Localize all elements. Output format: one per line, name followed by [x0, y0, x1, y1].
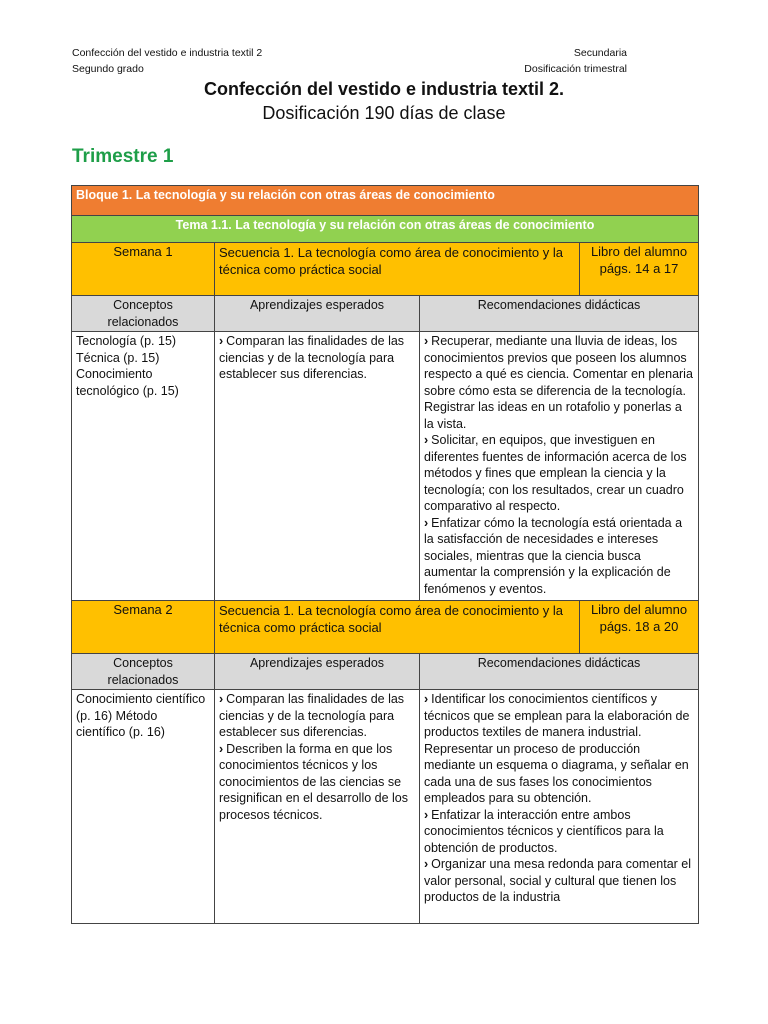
chevron-bullet-icon: ›	[424, 334, 429, 348]
header-aprendizajes: Aprendizajes esperados	[215, 654, 420, 690]
running-header-level: Secundaria	[573, 47, 627, 59]
week-content-row	[72, 690, 699, 924]
document-title: Confección del vestido e industria textil 2.	[203, 79, 565, 99]
didactic-recommendations	[420, 690, 699, 924]
recommendation-item: › Enfatizar la interacción entre ambos conocimientos técnicos y científicos para la obtención de productos.	[424, 807, 664, 855]
column-header-row	[72, 654, 699, 690]
textbook-page-range: págs. 14 a 17	[599, 260, 679, 276]
column-header-row	[72, 296, 699, 332]
header-aprendizajes: Aprendizajes esperados	[215, 296, 420, 332]
textbook-label: Libro del alumno	[590, 602, 688, 617]
textbook-pages	[580, 243, 699, 296]
running-header-grade: Segundo grado	[72, 63, 144, 75]
bloque-row	[72, 186, 699, 216]
week-header-row	[72, 243, 699, 296]
dosificacion-table	[71, 185, 699, 924]
chevron-bullet-icon: ›	[219, 692, 224, 706]
expected-learnings	[215, 690, 420, 924]
tema-title: Tema 1.1. La tecnología y su relación con otras áreas de conocimiento	[72, 216, 699, 243]
chevron-bullet-icon: ›	[424, 433, 429, 447]
chevron-bullet-icon: ›	[424, 692, 429, 706]
learning-item: › Comparan las finalidades de las ciencias y de la tecnología para establecer sus diferencias.	[219, 334, 405, 381]
chevron-bullet-icon: ›	[219, 334, 224, 348]
recommendation-item: › Recuperar, mediante una lluvia de ideas, los conocimientos previos que poseen los alumnos respecto a qué es ciencia. Comentar en plenaria sobre cómo esta se diferencia de la tecnología. Registrar las ideas en un rotafolio y ponerlas a la vista.	[424, 334, 693, 431]
trimester-heading: Trimestre 1	[72, 146, 174, 167]
header-recomendaciones: Recomendaciones didácticas	[420, 296, 699, 332]
chevron-bullet-icon: ›	[424, 515, 429, 530]
expected-learnings	[215, 332, 420, 601]
recommendation-item: › Organizar una mesa redonda para comentar el valor personal, social y cultural que tienen los productos de la industria	[424, 857, 692, 904]
week-header-row	[72, 601, 699, 654]
bloque-title: Bloque 1. La tecnología y su relación con otras áreas de conocimiento	[72, 186, 699, 216]
learning-item: › Comparan las finalidades de las ciencias y de la tecnología para establecer sus diferencias.	[219, 692, 405, 739]
sequence-title: Secuencia 1. La tecnología como área de conocimiento y la técnica como práctica social	[215, 601, 580, 654]
learning-item: › Describen la forma en que los conocimientos técnicos y los conocimientos de las ciencias se resignifican en el desarrollo de los procesos técnicos.	[219, 741, 408, 822]
week-content-row	[72, 332, 699, 601]
related-concepts: Conocimiento científico (p. 16) Método científico (p. 16)	[72, 690, 215, 924]
recommendation-item: › Solicitar, en equipos, que investiguen en diferentes fuentes de información acerca de los métodos y fines que emplean la ciencia y la tecnología; con los resultados, crear un cuadro comparativo al respecto.	[424, 433, 687, 513]
running-header-course: Confección del vestido e industria textil 2	[72, 47, 263, 59]
tema-row	[72, 216, 699, 243]
related-concepts: Tecnología (p. 15) Técnica (p. 15) Conocimiento tecnológico (p. 15)	[72, 332, 215, 601]
textbook-page-range: págs. 18 a 20	[599, 618, 679, 634]
document-subtitle: Dosificación 190 días de clase	[262, 103, 506, 123]
textbook-pages	[580, 601, 699, 654]
header-conceptos: Conceptos relacionados	[72, 296, 215, 332]
recommendation-item: › Enfatizar cómo la tecnología está orientada a la satisfacción de necesidades e intereses sociales, mientras que la ciencia busca aumentar la comprensión y la explicación de fenómenos y eventos.	[424, 515, 683, 596]
running-header-doc-type: Dosificación trimestral	[524, 63, 627, 75]
header-recomendaciones: Recomendaciones didácticas	[420, 654, 699, 690]
recommendation-item: › Identificar los conocimientos científicos y técnicos que se emplean para la elaboración de productos textiles de manera industrial. Representar un proceso de producción mediante un esquema o diagrama, y señalar en cada una de sus fases los conocimientos empleados para su obtención.	[424, 692, 690, 805]
chevron-bullet-icon: ›	[219, 741, 224, 756]
header-conceptos: Conceptos relacionados	[72, 654, 215, 690]
chevron-bullet-icon: ›	[424, 857, 429, 871]
week-label: Semana 2	[72, 601, 215, 654]
textbook-label: Libro del alumno	[590, 244, 688, 259]
chevron-bullet-icon: ›	[424, 807, 429, 822]
sequence-title: Secuencia 1. La tecnología como área de conocimiento y la técnica como práctica social	[215, 243, 580, 296]
week-label: Semana 1	[72, 243, 215, 296]
didactic-recommendations	[420, 332, 699, 601]
